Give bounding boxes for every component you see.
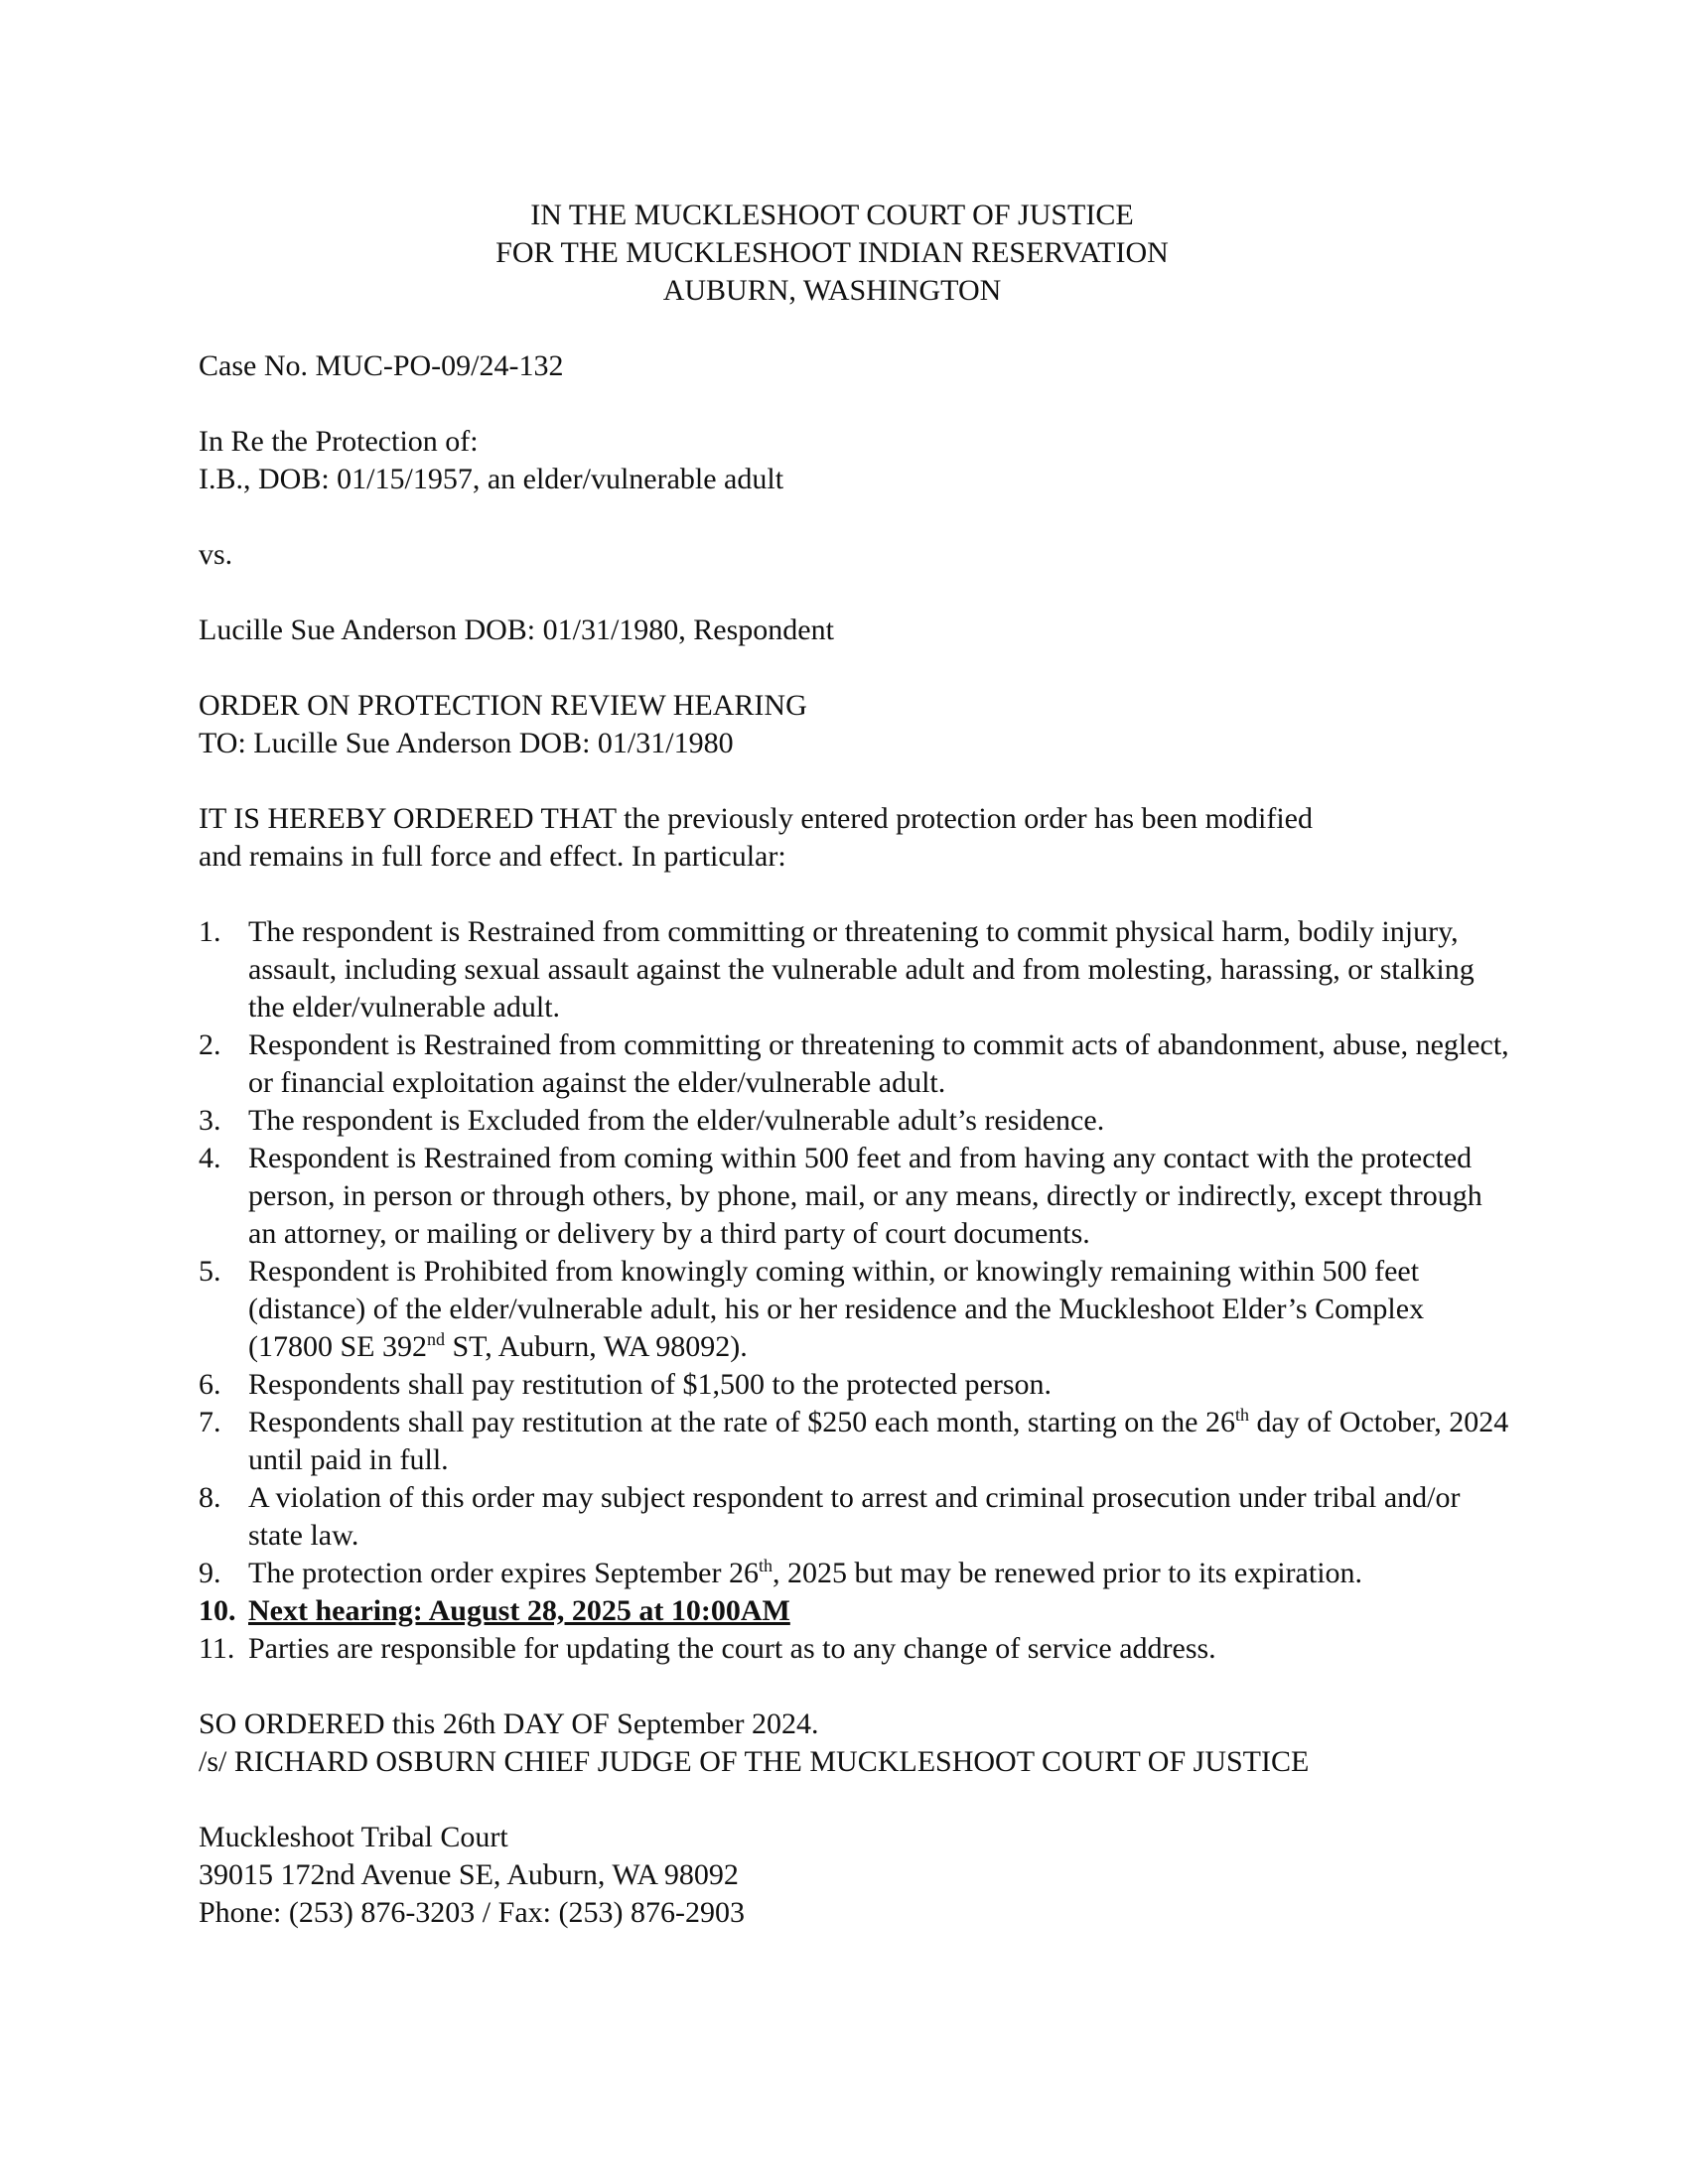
court-office-name: Muckleshoot Tribal Court xyxy=(199,1821,508,1853)
order-item-text-part: Respondent is Prohibited from knowingly coming within, or knowingly remaining within 500 feet (distance) of the elder/vulnerable adult, his or her residence and the Muckleshoot Elder’s Complex (17800 SE 392 xyxy=(248,1255,1425,1363)
order-item-1 xyxy=(199,913,1509,1026)
court-name: IN THE MUCKLESHOOT COURT OF JUSTICE xyxy=(530,199,1134,231)
order-item-11 xyxy=(199,1630,1509,1668)
order-item-number: 9. xyxy=(199,1557,221,1589)
order-item-8 xyxy=(199,1479,1509,1555)
so-ordered-date: SO ORDERED this 26th DAY OF September 2024. xyxy=(199,1707,819,1740)
order-item-text xyxy=(248,1406,1508,1476)
order-item-number: 7. xyxy=(199,1406,221,1438)
order-item-text: The respondent is Restrained from committing or threatening to commit physical harm, bodily injury, assault, including sexual assault against the vulnerable adult and from molesting, harassing, or stalking the elder/vulnerable adult. xyxy=(248,915,1475,1024)
court-location: AUBURN, WASHINGTON xyxy=(662,274,1002,307)
order-item-7 xyxy=(199,1404,1509,1479)
order-item-number: 5. xyxy=(199,1255,221,1288)
order-item-text-part: , 2025 but may be renewed prior to its expiration. xyxy=(773,1557,1363,1589)
order-item-4 xyxy=(199,1140,1509,1253)
case-number: Case No. MUC-PO-09/24-132 xyxy=(199,349,564,382)
order-item-number: 10. xyxy=(199,1594,236,1627)
ordinal-suffix: nd xyxy=(427,1329,445,1349)
document-body xyxy=(199,197,1509,1932)
protected-party: I.B., DOB: 01/15/1957, an elder/vulnerable adult xyxy=(199,463,784,495)
order-item-2 xyxy=(199,1026,1509,1102)
order-item-text xyxy=(248,1255,1424,1363)
order-item-number: 6. xyxy=(199,1368,221,1401)
order-item-number: 1. xyxy=(199,915,221,948)
order-item-text: The respondent is Excluded from the elder/vulnerable adult’s residence. xyxy=(248,1104,1105,1137)
order-item-text-part: ST, Auburn, WA 98092). xyxy=(445,1330,748,1363)
order-intro-line-2: and remains in full force and effect. In particular: xyxy=(199,840,786,873)
order-item-6 xyxy=(199,1366,1509,1404)
court-header xyxy=(187,197,1477,310)
order-title: ORDER ON PROTECTION REVIEW HEARING xyxy=(199,689,807,722)
order-item-text xyxy=(248,1557,1362,1589)
order-item-number: 3. xyxy=(199,1104,221,1137)
court-address: 39015 172nd Avenue SE, Auburn, WA 98092 xyxy=(199,1858,739,1891)
versus: vs. xyxy=(199,538,233,571)
order-item-9 xyxy=(199,1555,1509,1592)
order-item-text: Parties are responsible for updating the court as to any change of service address. xyxy=(248,1632,1216,1665)
order-item-number: 8. xyxy=(199,1481,221,1514)
in-re-heading: In Re the Protection of: xyxy=(199,425,479,458)
order-item-text-part: Respondents shall pay restitution at the rate of $250 each month, starting on the 26 xyxy=(248,1406,1235,1438)
respondent-party: Lucille Sue Anderson DOB: 01/31/1980, Respondent xyxy=(199,614,834,646)
order-item-5 xyxy=(199,1253,1509,1366)
order-item-text-part: day of October, 2024 until paid in full. xyxy=(248,1406,1509,1476)
ordinal-suffix: th xyxy=(758,1556,773,1575)
order-recipient: TO: Lucille Sue Anderson DOB: 01/31/1980 xyxy=(199,727,734,759)
order-item-text: Respondents shall pay restitution of $1,500 to the protected person. xyxy=(248,1368,1053,1401)
order-item-number: 11. xyxy=(199,1632,235,1665)
order-item-number: 2. xyxy=(199,1028,221,1061)
order-item-3 xyxy=(199,1102,1509,1140)
order-item-text-part: The protection order expires September 26 xyxy=(248,1557,759,1589)
order-item-number: 4. xyxy=(199,1142,221,1174)
order-list xyxy=(199,913,1509,1668)
court-phone-fax: Phone: (253) 876-3203 / Fax: (253) 876-2903 xyxy=(199,1896,745,1929)
next-hearing-text: Next hearing: August 28, 2025 at 10:00AM xyxy=(248,1594,790,1627)
order-item-10-next-hearing xyxy=(199,1592,1509,1630)
ordinal-suffix: th xyxy=(1234,1405,1249,1425)
order-item-text: Respondent is Restrained from committing or threatening to commit acts of abandonment, abuse, neglect, or financial exploitation against the elder/vulnerable adult. xyxy=(248,1028,1509,1099)
order-item-text: A violation of this order may subject respondent to arrest and criminal prosecution under tribal and/or state law. xyxy=(248,1481,1461,1552)
judge-signature: /s/ RICHARD OSBURN CHIEF JUDGE OF THE MUCKLESHOOT COURT OF JUSTICE xyxy=(199,1745,1310,1778)
order-item-text: Respondent is Restrained from coming within 500 feet and from having any contact with the protected person, in person or through others, by phone, mail, or any means, directly or indirectly, except through an attorney, or mailing or delivery by a third party of court documents. xyxy=(248,1142,1482,1250)
order-intro-line-1: IT IS HEREBY ORDERED THAT the previously entered protection order has been modified xyxy=(199,802,1313,835)
reservation-name: FOR THE MUCKLESHOOT INDIAN RESERVATION xyxy=(495,236,1169,269)
